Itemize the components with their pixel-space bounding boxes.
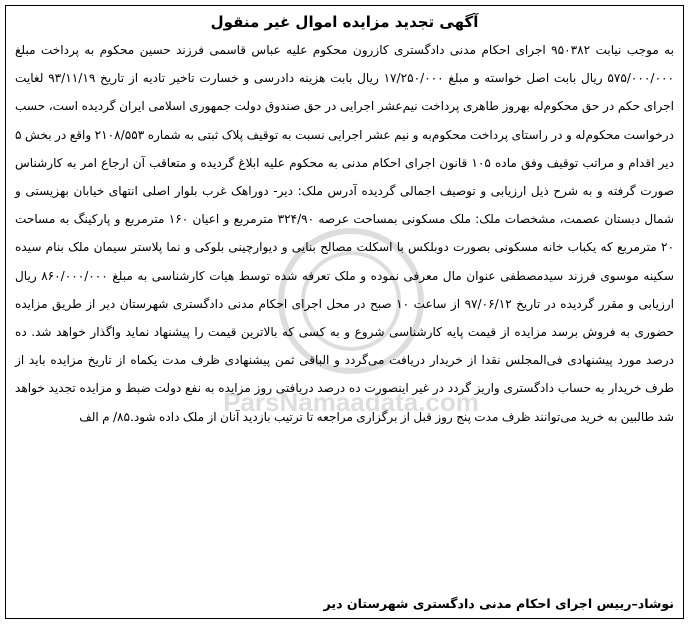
notice-signature: نوشاد–رییس اجرای احکام مدنی دادگستری شهرستان دیر [323,596,674,611]
notice-title: آگهی تجدید مزایده اموال غیر منقول [210,13,479,31]
notice-body: به موجب نیابت ۹۵۰۳۸۲ اجرای احکام مدنی دادگستری کازرون محکوم علیه عباس قاسمی فرزند حسین محکوم به پرداخت مبلغ ۵۷۵/۰۰۰/۰۰۰ ریال بابت اصل خواسته و مبلغ ۱۷/۲۵۰/۰۰۰ ریال بابت هزینه دادرسی و خسارت تاخیر تادیه از تاریخ ۹۳/۱۱/۱۹ لغایت اجرای حکم در حق محکوم‌له بهروز طاهری پرداخت نیم‌عشر اجرایی در حق صندوق دولت جمهوری اسلامی ایران گردیده است، حسب درخواست محکوم‌له و در راستای پرداخت محکوم‌به و نیم عشر اجرایی نسبت به توقیف پلاک ثبتی به شماره ۲۱۰۸/۵۵۳ واقع در بخش ۵ دیر اقدام و مراتب توقیف وفق ماده ۱۰۵ قانون اجرای احکام مدنی به محکوم علیه ابلاغ گردیده و متعاقب آن ارجاع امر به کارشناس صورت گرفته و به شرح ذیل ارزیابی و توصیف اجمالی گردیده آدرس ملک: دیر- دوراهک غرب بلوار اصلی انتهای خیابان بهزیستی و شمال دبستان عصمت، مشخصات ملک: ملک مسکونی بمساحت عرصه ۳۲۴/۹۰ مترمربع و اعیان ۱۶۰ مترمربع و پارکینگ به مساحت ۲۰ مترمربع که یکباب خانه مسکونی بصورت دوبلکس با اسکلت مصالح بنایی و دیوارچینی بلوکی و نما پلاستر سیمان ملک بنام سیده سکینه موسوی فرزند سیدمصطفی عنوان مال معرفی نموده و ملک تعرفه شده توسط هیات کارشناسی به مبلغ ۸۶۰/۰۰۰/۰۰۰ ریال ارزیابی و مقرر گردیده در تاریخ ۹۷/۰۶/۱۲ از ساعت ۱۰ صبح در محل اجرای احکام مدنی دادگستری شهرستان دیر از طریق مزایده حضوری به فروش برسد مزایده از قیمت پایه کارشناسی شروع و به کسی که بالاترین قیمت را پیشنهاد نماید واگذار خواهد شد. ده درصد مورد پیشنهادی فی‌المجلس نقدا از خریدار دریافت می‌گردد و الباقی ثمن پیشنهادی ظرف مدت یکماه از تاریخ مزایده باید از طرف خریدار به حساب دادگستری واریز گردد در غیر اینصورت ده درصد دریافتی روز مزایده به نفع دولت ضبط و مزایده تجدید خواهد شد طالبین به خرید می‌توانند ظرف مدت پنج روز قبل از برگزاری مراجعه تا ترتیب بازدید آنان از ملک داده شود.۸۵/ م الف [15,43,674,424]
auction-notice [5,5,684,619]
watermark-text: ParsNamaadata.com [223,387,479,417]
